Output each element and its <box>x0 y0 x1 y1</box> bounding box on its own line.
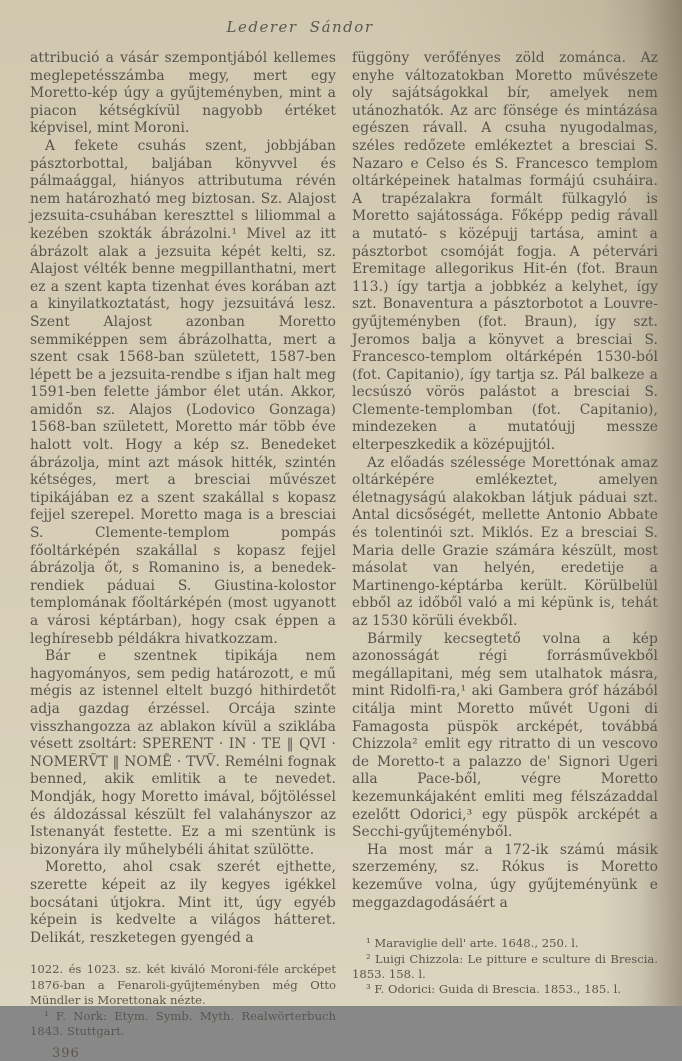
footnote: ¹ Maraviglie dell' arte. 1648., 250. l. <box>366 936 579 951</box>
footnote: 1022. és 1023. sz. két kiváló Moroni-féle arcképet 1876-ban a Fenaroli-gyűjteményben még Otto Mündler is Morettonak nézte. <box>30 962 336 1008</box>
paragraph: Ha most már a 172-ik számú másik szerzemény, sz. Rókus is Moretto kezeműve volna, úgy gyűjteményünk e meggazdagodásáért a <box>352 841 658 911</box>
right-footnotes <box>352 936 658 998</box>
paragraph: attribució a vásár szempontjából kellemes meglepetésszámba megy, mert egy Moretto-kép úgy a gyűjteményben, mint a piacon kétségkívül nagyobb értéket képvisel, mint Moroni. <box>30 50 336 137</box>
paragraph: függöny verőfényes zöld zománca. Az enyhe változatokban Moretto művészete oly sajátságokkal bír, amelyek nem utánozhatók. Az arc fönsége és mintázása egészen rávall. A csuha nyugodalmas, széles redőzete emlékeztet a bresciai S. Nazaro e Celso és S. Francesco templom oltárképeinek hatalmas formájú csuháira. A trapézalakra formált fülkagyló is Moretto sajátossága. Főképp pedig rávall a mutató- s középujj tartása, amint a pásztorbot csomóját fogja. A pétervári Eremitage allegorikus Hit-én (fot. Braun 113.) így tartja a jobbkéz a kelyhet, így szt. Bonaventura a pásztorbotot a Louvre-gyűjteményben (fot. Braun), így szt. Jeromos balja a könyvet a bresciai S. Francesco-templom oltárképén 1530-ból (fot. Capitanio), így tartja sz. Pál balkeze a lecsúszó vörös palástot a bresciai S. Clemente-templomban (fot. Capitanio), mindezeken a mutatóujj messze elterpeszkedik a középujjtól. <box>352 50 658 454</box>
page-number: 396 <box>52 1046 80 1061</box>
left-column <box>30 50 336 1061</box>
running-header: Lederer Sándor <box>226 18 374 36</box>
paragraph: Az előadás szélessége Morettónak amaz oltárképére emlékeztet, amelyen életnagyságú alakokban látjuk páduai szt. Antal dicsőségét, mellette Antonio Abbate és tolentinói szt. Miklós. Ez a bresciai S. Maria delle Grazie számára készült, most másolat van helyén, eredetije a Martinengo-képtárba került. Körülbelül ebből az időből való a mi képünk is, tehát az 1530 körüli évekből. <box>352 454 658 629</box>
footnote: ¹ F. Nork: Etym. Symb. Myth. Realwörterbuch 1843. Stuttgart. <box>30 1008 336 1038</box>
right-column <box>352 50 658 1061</box>
paragraph: A fekete csuhás szent, jobbjában pásztorbottal, baljában könyvvel és pálmaággal, hiányos attributuma révén nem határozható meg biztosan. Sz. Alajost jezsuita-csuhában kereszttel s liliommal a kezében szokták ábrázolni.¹ Mivel az itt ábrázolt alak a jezsuita képét kelti, sz. Alajost vélték benne megpillanthatni, mert ez a szent kapta tizenhat éves korában azt a kinyilatkoztatást, hogy jezsuitává lesz. Szent Alajost azonban Moretto semmiképpen sem ábrázolhatta, mert a szent csak 1568-ban született, 1587-ben lépett be a jezsuita-rendbe s ifjan halt meg 1591-ben felette jámbor élet után. Akkor, amidőn sz. Alajos (Lodovico Gonzaga) 1568-ban született, Moretto már több éve halott volt. Hogy a kép sz. Benedeket ábrázolja, mint azt mások hitték, szintén kétséges, mert a bresciai művészet tipikájában ez a szent szakállal s kopasz fejjel szerepel. Moretto maga is a bresciai S. Clemente-templom pompás főoltárképén szakállal s kopasz fejjel ábrázolja őt, s Romanino is, a benedek-rendiek páduai S. Giustina-kolostor templomának főoltárképén (most ugyanott a városi képtárban), hogy csak éppen a leghíresebb példákra hivatkozzam. <box>30 137 336 647</box>
footnote: ² Luigi Chizzola: Le pitture e sculture di Brescia. 1853. 158. l. <box>352 951 658 981</box>
left-footnotes <box>30 962 336 1061</box>
footnote: ³ F. Odorici: Guida di Brescia. 1853., 185. l. <box>366 982 621 997</box>
text-columns <box>30 50 658 1061</box>
paragraph: Bár e szentnek tipikája nem hagyományos, sem pedig határozott, e mű mégis az istennel eltelt buzgó hithirdetőt adja gazdag érzéssel. Orcája szinte visszhangozza az ablakon kívül a sziklába vésett zsoltárt: SPERENT · IN · TE ‖ QVI · NOMERṼT ‖ NOMĒ · TVṼ. Remélni fognak benned, akik emlitik a te nevedet. Mondják, hogy Moretto imával, bőjtöléssel és áldozással készült fel valahányszor az Istenanyát festette. Ez a mi szentünk is bizonyára ily műhelybéli áhitat szülötte. <box>30 648 336 858</box>
paragraph: Moretto, ahol csak szerét ejthette, szerette képeit az ily kegyes igékkel bocsátani útjokra. Mint itt, úgy egyéb képein is kedvelte a világos hátteret. Delikát, reszketegen gyengéd a <box>30 859 336 946</box>
paragraph: Bármily kecsegtető volna a kép azonosságát régi forrásművekből megállapitani, még sem utalhatok másra, mint Ridolfi-ra,¹ aki Gambera gróf házából citálja mint Moretto művét Ugoni di Famagosta püspök arcképét, továbbá Chizzola² emlit egy ritratto di un vescovo de Moretto-t a palazzo de' Signori Ugeri alla Pace-ből, végre Moretto kezemunkájaként emliti meg félszázaddal ezelőtt Odorici,³ egy püspök arcképét a Secchi-gyűjteményből. <box>352 630 658 841</box>
